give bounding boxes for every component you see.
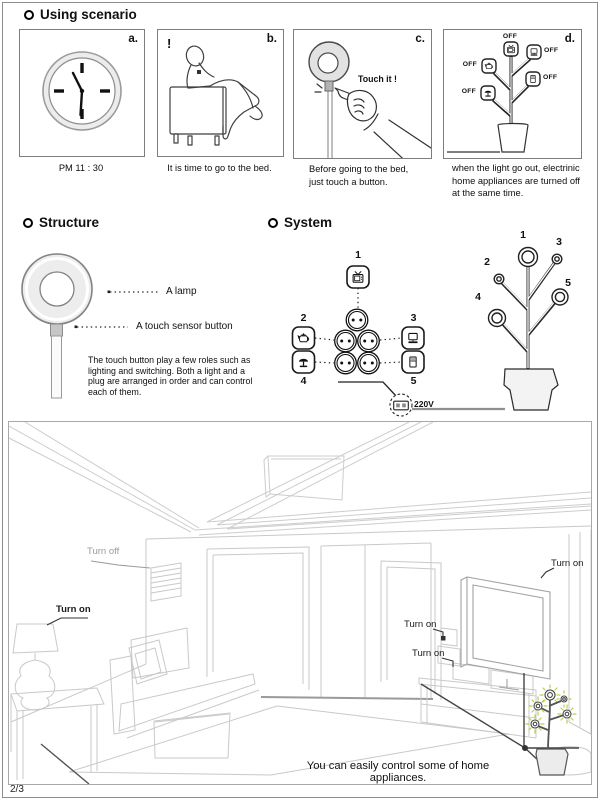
turn-on-label-speaker: Turn on (404, 619, 437, 630)
touch-lamp-hand-illustration (294, 30, 431, 158)
touch-sensor-button (51, 324, 63, 336)
section-title: Using scenario (40, 7, 137, 22)
table-accent-line (41, 744, 89, 784)
system-header (268, 215, 332, 230)
person-in-chair-illustration (158, 30, 283, 156)
using-scenario-header (24, 7, 137, 22)
section-bullet-icon (268, 218, 278, 228)
pointing-hand (335, 88, 431, 158)
panel-d-label: d. (564, 33, 575, 45)
scenario-panel-b (157, 29, 284, 157)
panel-d-caption-line2: home appliances are turned off (452, 175, 581, 186)
power-socket-icon (335, 352, 357, 374)
power-plug-icon (394, 401, 409, 410)
room-scene-frame (8, 421, 592, 785)
off-label-lamp: OFF (461, 88, 476, 95)
sparkle-marks (315, 84, 322, 92)
tree-number-1: 1 (520, 229, 526, 241)
tree-lamp-pot (536, 749, 568, 775)
panel-b-caption: It is time to go to the bed. (167, 163, 272, 173)
panel-d-caption-line1: when the light go out, electrinic (452, 163, 580, 173)
off-label-fridge: OFF (543, 74, 558, 81)
tree-number-4: 4 (475, 291, 481, 303)
clock-illustration (20, 30, 144, 156)
page-number: 2/3 (10, 784, 24, 795)
label-leader-lines (47, 561, 554, 667)
power-socket-icon (358, 330, 380, 352)
room-caption: You can easily control some of home appliances. (306, 760, 490, 784)
section-title: System (284, 215, 333, 230)
tree-pot (504, 369, 558, 410)
window-track-line (261, 697, 433, 699)
tree-branches-inner (494, 57, 529, 123)
tree-lamp-heads (531, 690, 571, 728)
lamp-stem (52, 336, 62, 398)
tree-number-3: 3 (556, 236, 562, 248)
panel-c-label: c. (415, 33, 425, 45)
section-bullet-icon (23, 218, 33, 228)
lamp-callout-label: A lamp (166, 286, 197, 297)
exclamation-mark: ! (167, 36, 172, 51)
power-socket-icon (346, 309, 368, 331)
panel-b-label: b. (266, 33, 277, 45)
panel-a-label: a. (128, 33, 138, 45)
tree-branches-inner (501, 263, 556, 368)
ceiling-lines (9, 422, 591, 535)
system-number-4: 4 (300, 375, 307, 387)
structure-description: The touch button play a few roles such as lighting and switching. Both a light and a plug are arranged in order and can control each of them. (88, 355, 253, 397)
section-bullet-icon (24, 10, 34, 20)
structure-header (23, 215, 99, 230)
scenario-panel-c (293, 29, 432, 159)
section-title: Structure (39, 215, 100, 230)
panel-c-caption-line2: just touch a button. (309, 176, 388, 187)
turn-on-label-tv: Turn on (551, 558, 584, 569)
power-cord-line (338, 382, 397, 397)
system-number-1: 1 (355, 249, 361, 261)
turn-on-label-lamp: Turn on (56, 604, 91, 615)
wall-lines (11, 526, 591, 734)
socket-cluster (335, 309, 380, 374)
system-number-3: 3 (410, 312, 417, 324)
cable-junction-dot (522, 745, 528, 751)
touch-it-annotation: Touch it ! (358, 74, 397, 84)
tree-number-5: 5 (565, 277, 571, 289)
turn-off-label-vent: Turn off (87, 546, 120, 557)
tv-lines (461, 577, 550, 690)
touch-button (325, 81, 333, 91)
system-diagram (262, 232, 600, 420)
living-room-illustration (9, 422, 591, 784)
furniture-lines (11, 624, 591, 780)
off-label-computer: OFF (544, 47, 559, 54)
power-socket-icon (358, 352, 380, 374)
panel-d-caption (452, 162, 587, 200)
system-number-2: 2 (300, 312, 307, 324)
off-label-kettle: OFF (462, 61, 477, 68)
voltage-label: 220V (414, 399, 434, 409)
panel-d-caption-line3: at the same time. (452, 188, 524, 199)
panel-a-caption: PM 11 : 30 (58, 163, 104, 173)
panel-c-caption (309, 163, 439, 188)
panel-c-caption-line1: Before going to the bed, (309, 164, 409, 174)
off-label-tv: OFF (502, 33, 518, 40)
turn-on-label-box: Turn on (412, 648, 445, 659)
scenario-panel-a (19, 29, 145, 157)
tree-number-2: 2 (484, 256, 490, 268)
power-socket-icon (335, 330, 357, 352)
system-number-5: 5 (410, 375, 417, 387)
button-callout-label: A touch sensor button (136, 321, 233, 332)
